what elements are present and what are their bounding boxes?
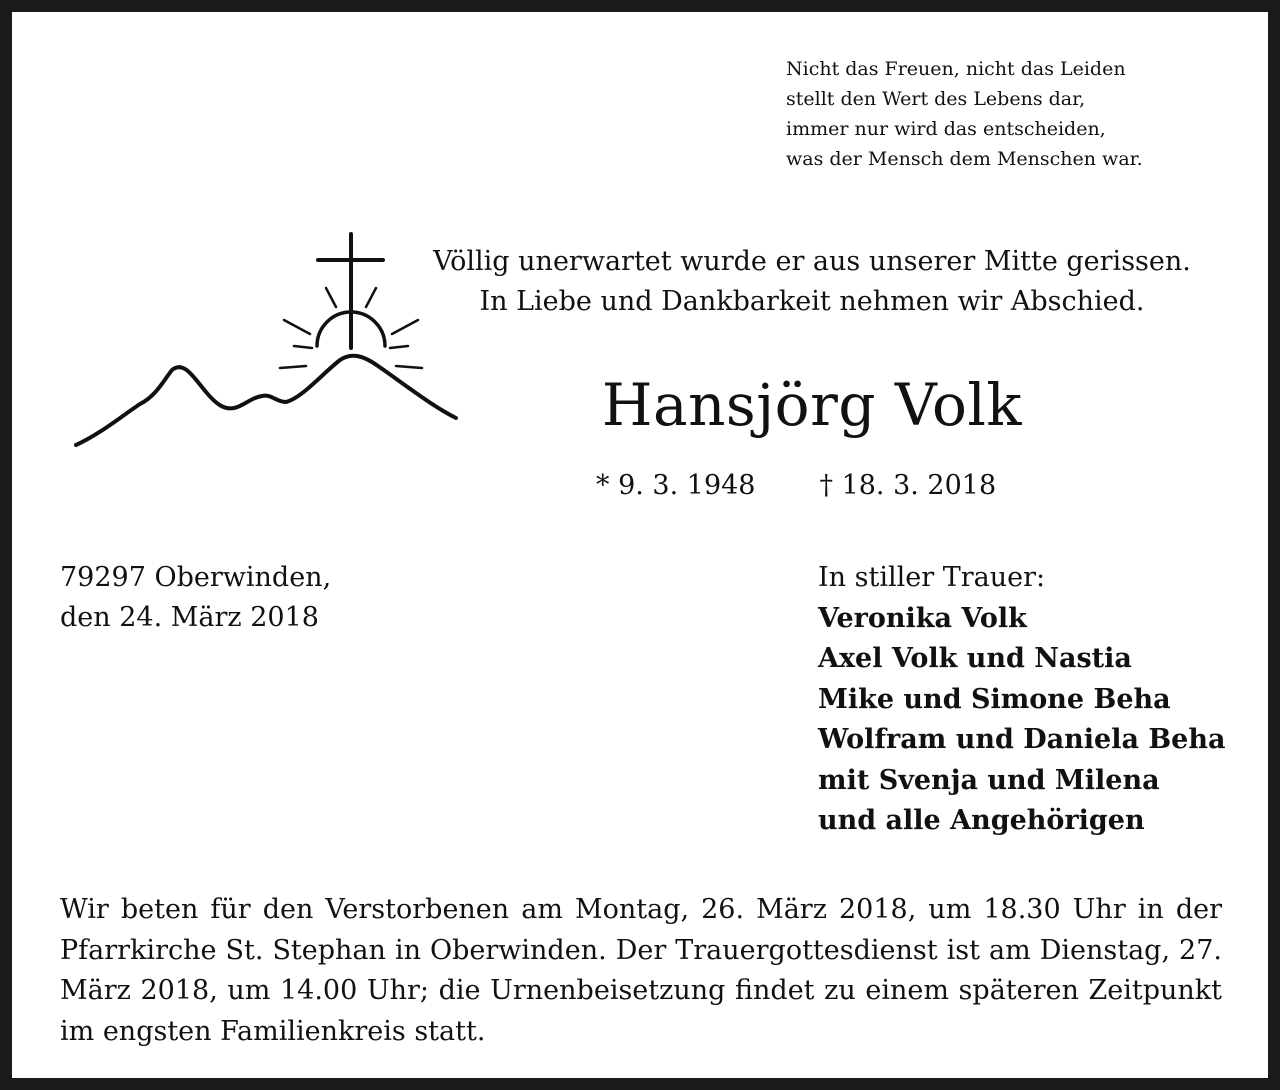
death-date: † 18. 3. 2018 [819, 470, 997, 501]
mourners-names [818, 599, 1225, 842]
mourners-heading: In stiller Trauer: [818, 562, 1046, 593]
poem-line: stellt den Wert des Lebens dar, [786, 88, 1086, 110]
mourner-name: und alle Angehörigen [818, 805, 1145, 836]
cross-on-mountain-with-rising-sun-icon [60, 220, 460, 452]
mourner-name: Mike und Simone Beha [818, 683, 1171, 715]
birth-date: * 9. 3. 1948 [596, 470, 756, 501]
intro-line: In Liebe und Dankbarkeit nehmen wir Abschied. [479, 286, 1145, 317]
mourner-name: Wolfram und Daniela Beha [818, 724, 1226, 755]
intro-line: Völlig unerwartet wurde er aus unserer Mitte gerissen. [433, 246, 1191, 277]
mourner-name: mit Svenja und Milena [818, 764, 1160, 796]
service-details: Wir beten für den Verstorbenen am Montag, 26. März 2018, um 18.30 Uhr in der Pfarrkirche St. Stephan in Oberwinden. Der Trauergottesdienst ist am Dienstag, 27. März 2018, um 14.00 Uhr; die Urnenbeisetzung findet zu einem späteren Zeitpunkt im engsten Familienkreis statt. [60, 894, 1222, 1047]
mourner-name: Veronika Volk [818, 602, 1027, 634]
deceased-name: Hansjörg Volk [601, 371, 1023, 439]
place-and-date [60, 558, 331, 638]
date-line: den 24. März 2018 [60, 602, 319, 633]
place-line: 79297 Oberwinden, [60, 562, 332, 593]
poem-quote [786, 54, 1206, 174]
mourner-name: Axel Volk und Nastia [818, 643, 1132, 674]
intro-text [412, 242, 1212, 322]
poem-line: Nicht das Freuen, nicht das Leiden [786, 58, 1126, 80]
poem-line: immer nur wird das entscheiden, [786, 118, 1106, 140]
mourners-block [818, 558, 1225, 842]
life-dates [596, 468, 996, 504]
poem-line: was der Mensch dem Menschen war. [786, 148, 1143, 170]
